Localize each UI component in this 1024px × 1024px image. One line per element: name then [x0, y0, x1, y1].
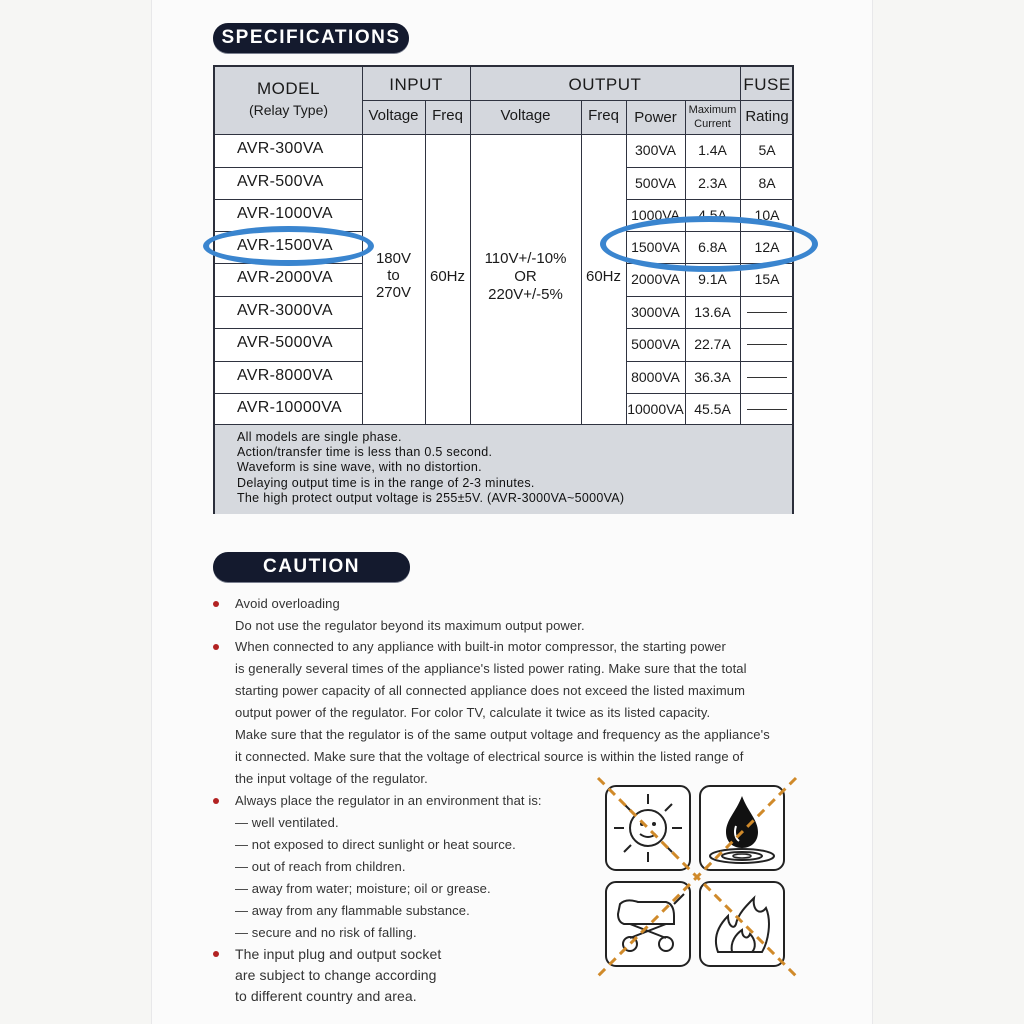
- current-cell: 36.3A: [694, 369, 731, 385]
- caution-line: Avoid overloading: [235, 596, 340, 611]
- fuse-cell: 15A: [754, 271, 780, 287]
- current-cell: 9.1A: [698, 271, 727, 287]
- model-row: AVR-5000VA: [237, 334, 333, 351]
- fuse-cell: 5A: [758, 142, 776, 158]
- max-current-header-line2: Current: [694, 118, 731, 130]
- caution-line: — out of reach from children.: [235, 859, 406, 874]
- caution-line: the input voltage of the regulator.: [235, 771, 428, 786]
- power-cell: 5000VA: [631, 336, 680, 352]
- input-voltage-header: Voltage: [368, 107, 419, 124]
- caution-line: output power of the regulator. For color TV, calculate it twice as its listed capacity.: [235, 705, 711, 720]
- fuse-dash: [747, 344, 787, 345]
- current-cell: 2.3A: [698, 175, 727, 191]
- output-freq-header: Freq: [588, 107, 619, 124]
- power-header: Power: [634, 109, 677, 126]
- power-cell: 3000VA: [631, 304, 680, 320]
- power-cell: 10000VA: [627, 401, 684, 417]
- model-row: AVR-10000VA: [237, 399, 342, 416]
- model-row: AVR-2000VA: [237, 269, 333, 286]
- input-voltage-range: 180V to 270V: [375, 250, 412, 301]
- caution-line: starting power capacity of all connected appliance does not exceed the listed maximum: [235, 683, 746, 698]
- model-row: AVR-500VA: [237, 173, 324, 190]
- power-cell: 1000VA: [631, 207, 680, 223]
- specifications-table: [213, 65, 794, 514]
- model-row: AVR-3000VA: [237, 302, 333, 319]
- caution-line: are subject to change according: [235, 967, 437, 983]
- caution-line: — secure and no risk of falling.: [235, 925, 417, 940]
- current-cell: 22.7A: [694, 336, 731, 352]
- model-subheader: (Relay Type): [248, 102, 329, 118]
- model-row: AVR-300VA: [237, 140, 324, 157]
- current-cell: 45.5A: [694, 401, 731, 417]
- caution-line: — away from any flammable substance.: [235, 903, 470, 918]
- fuse-cell: 12A: [754, 239, 780, 255]
- power-cell: 2000VA: [631, 271, 680, 287]
- fuse-dash: [747, 409, 787, 410]
- caution-line: is generally several times of the appliance's listed power rating. Make sure that the total: [235, 661, 747, 676]
- fuse-cell: 10A: [754, 207, 780, 223]
- fuse-header: FUSE: [743, 75, 791, 94]
- output-header: OUTPUT: [568, 75, 642, 94]
- output-voltage-header: Voltage: [500, 107, 551, 124]
- current-cell: 13.6A: [694, 304, 731, 320]
- model-row: AVR-8000VA: [237, 367, 333, 384]
- specifications-heading: SPECIFICATIONS: [213, 23, 409, 53]
- bullet-icon: [213, 951, 219, 957]
- input-frequency: 60Hz: [429, 268, 466, 285]
- spec-notes: All models are single phase. Action/transfer time is less than 0.5 second. Waveform is sine wave, with no distortion. Delaying output time is in the range of 2-3 minutes. The high protect output voltage is 255±5V. (AVR-3000VA~5000VA): [237, 430, 625, 505]
- model-row: AVR-1500VA: [237, 237, 333, 254]
- fuse-cell: 8A: [758, 175, 776, 191]
- caution-line: Always place the regulator in an environment that is:: [235, 793, 542, 808]
- caution-line: When connected to any appliance with built-in motor compressor, the starting power: [235, 639, 726, 654]
- no-liquid-icon: [700, 786, 784, 870]
- power-cell: 300VA: [635, 142, 676, 158]
- highlight-model-ellipse: [203, 226, 374, 266]
- warning-pictograms: [596, 776, 798, 978]
- rating-header: Rating: [745, 108, 789, 125]
- caution-line: Make sure that the regulator is of the same output voltage and frequency as the appliance's: [235, 727, 770, 742]
- caution-line: — away from water; moisture; oil or grease.: [235, 881, 491, 896]
- caution-line: Do not use the regulator beyond its maximum output power.: [235, 618, 585, 633]
- current-cell: 6.8A: [698, 239, 727, 255]
- caution-heading: CAUTION: [213, 552, 410, 582]
- current-cell: 1.4A: [698, 142, 727, 158]
- caution-line: to different country and area.: [235, 988, 417, 1004]
- input-freq-header: Freq: [432, 107, 463, 124]
- bullet-icon: [213, 601, 219, 607]
- model-row: AVR-1000VA: [237, 205, 333, 222]
- caution-line: — not exposed to direct sunlight or heat source.: [235, 837, 516, 852]
- model-header: MODEL: [257, 79, 320, 98]
- power-cell: 500VA: [635, 175, 676, 191]
- power-cell: 1500VA: [631, 239, 680, 255]
- caution-line: The input plug and output socket: [235, 946, 442, 962]
- output-voltage-range: 110V+/-10% OR 220V+/-5%: [484, 250, 567, 303]
- fuse-dash: [747, 312, 787, 313]
- caution-line: — well ventilated.: [235, 815, 339, 830]
- bullet-icon: [213, 798, 219, 804]
- fuse-dash: [747, 377, 787, 378]
- power-cell: 8000VA: [631, 369, 680, 385]
- input-header: INPUT: [389, 75, 443, 94]
- current-cell: 4.5A: [698, 207, 727, 223]
- output-frequency: 60Hz: [585, 268, 622, 285]
- caution-line: it connected. Make sure that the voltage of electrical source is within the listed range of: [235, 749, 744, 764]
- highlight-values-ellipse: [600, 216, 818, 272]
- max-current-header-line1: Maximum: [688, 104, 737, 116]
- bullet-icon: [213, 644, 219, 650]
